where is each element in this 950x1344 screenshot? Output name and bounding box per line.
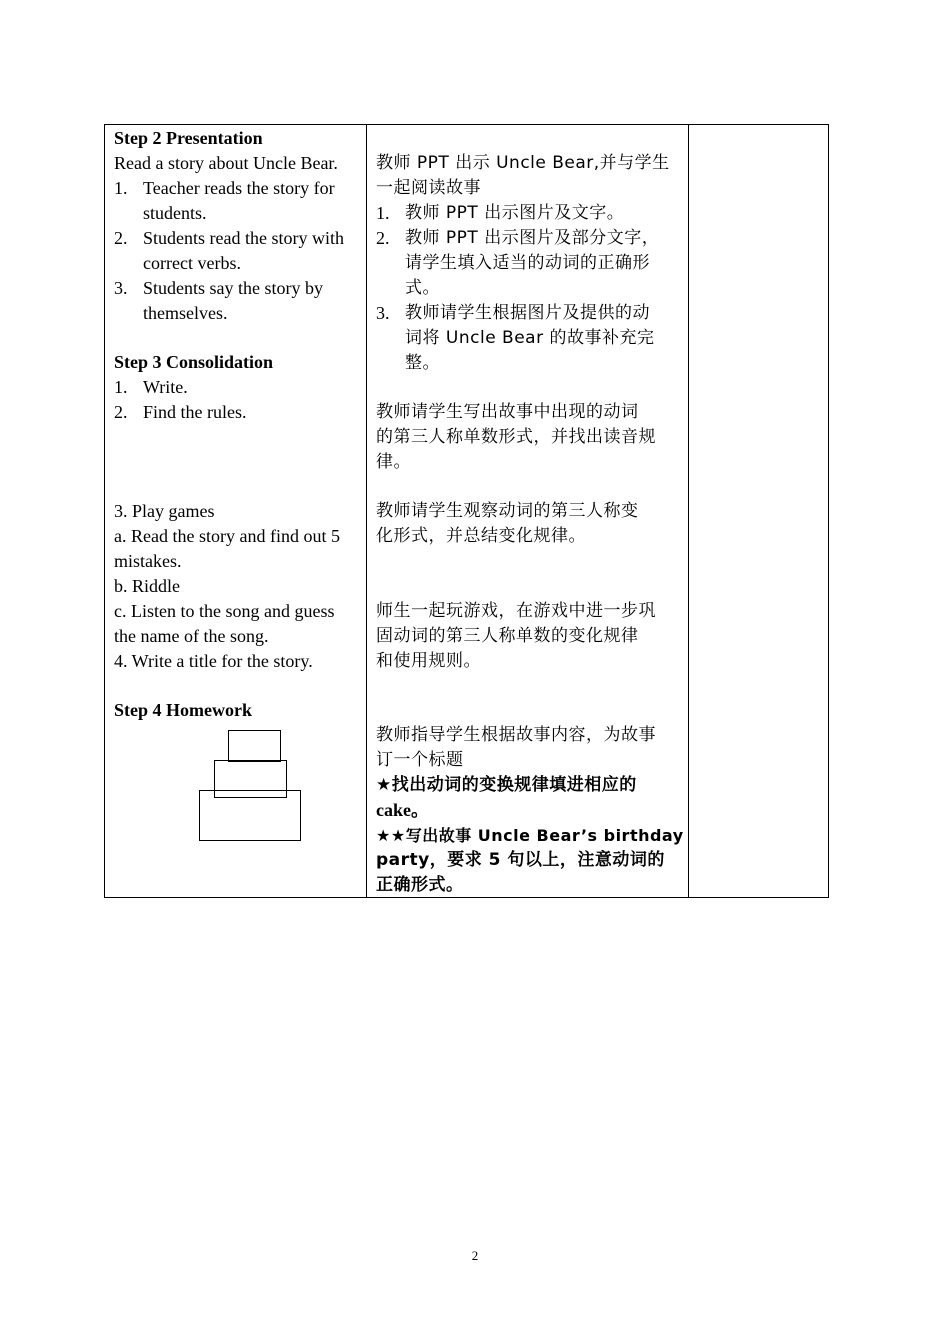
note-item-num: 1. [376,203,390,223]
note-item-text: 教师请学生根据图片及提供的动 [405,303,650,323]
note-item-text: 请学生填入适当的动词的正确形 [405,253,650,273]
games-line: a. Read the story and find out 5 [114,526,340,546]
rules-note-line: 教师请学生观察动词的第三人称变 [376,501,639,521]
homework-note-line: ★★写出故事 Uncle Bear’s birthday [376,826,684,845]
note-item-num: 2. [376,228,390,248]
homework-note-line: cake。 [376,800,429,820]
title-note-line: 订一个标题 [376,750,464,770]
note-item-text: 教师 PPT 出示图片及文字。 [405,203,625,223]
note-item-text: 词将 Uncle Bear 的故事补充完 [405,328,655,348]
step3-heading: Step 3 Consolidation [114,352,274,372]
step2-item-text: correct verbs. [143,253,241,273]
step2-item-text: themselves. [143,303,228,323]
intro-line: 教师 PPT 出示 Uncle Bear,并与学生 [376,153,670,173]
write-note-line: 律。 [376,452,411,472]
step3-item-num: 1. [114,377,128,397]
games-line: c. Listen to the song and guess [114,601,335,621]
note-item-num: 3. [376,303,390,323]
step3-item-text: Find the rules. [143,402,247,422]
homework-note-line: 正确形式。 [376,875,464,895]
intro-line: 一起阅读故事 [376,178,481,198]
games-note-line: 师生一起玩游戏，在游戏中进一步巩 [376,601,656,621]
games-line: 4. Write a title for the story. [114,651,313,671]
homework-note-line: ★找出动词的变换规律填进相应的 [376,775,637,795]
step2-item-num: 1. [114,178,128,198]
step4-heading: Step 4 Homework [114,700,252,720]
step3-item-text: Write. [143,377,188,397]
cake-top-tier [228,730,281,762]
title-note-line: 教师指导学生根据故事内容，为故事 [376,725,656,745]
note-item-text: 教师 PPT 出示图片及部分文字， [405,228,660,248]
step2-item-num: 3. [114,278,128,298]
homework-note-line: party，要求 5 句以上，注意动词的 [376,850,665,870]
teaching-notes-column [367,125,689,897]
step2-heading: Step 2 Presentation [114,128,263,148]
step3-item-num: 2. [114,402,128,422]
step2-item-text: Teacher reads the story for [143,178,335,198]
write-note-line: 教师请学生写出故事中出现的动词 [376,402,639,422]
games-note-line: 和使用规则。 [376,651,481,671]
write-note-line: 的第三人称单数形式，并找出读音规 [376,427,656,447]
step2-intro: Read a story about Uncle Bear. [114,153,338,173]
games-line: 3. Play games [114,501,215,521]
step2-item-text: Students read the story with [143,228,344,248]
step2-item-text: students. [143,203,207,223]
games-line: the name of the song. [114,626,269,646]
note-item-text: 式。 [405,278,440,298]
lesson-plan-table [104,124,829,898]
step2-item-text: Students say the story by [143,278,323,298]
games-line: b. Riddle [114,576,180,596]
games-line: mistakes. [114,551,182,571]
games-note-line: 固动词的第三人称单数的变化规律 [376,626,639,646]
page-number: 2 [471,1248,479,1263]
cake-bottom-tier [199,790,301,841]
procedure-column [105,125,367,897]
step2-item-num: 2. [114,228,128,248]
remarks-column [689,125,828,897]
note-item-text: 整。 [405,353,440,373]
rules-note-line: 化形式，并总结变化规律。 [376,526,586,546]
